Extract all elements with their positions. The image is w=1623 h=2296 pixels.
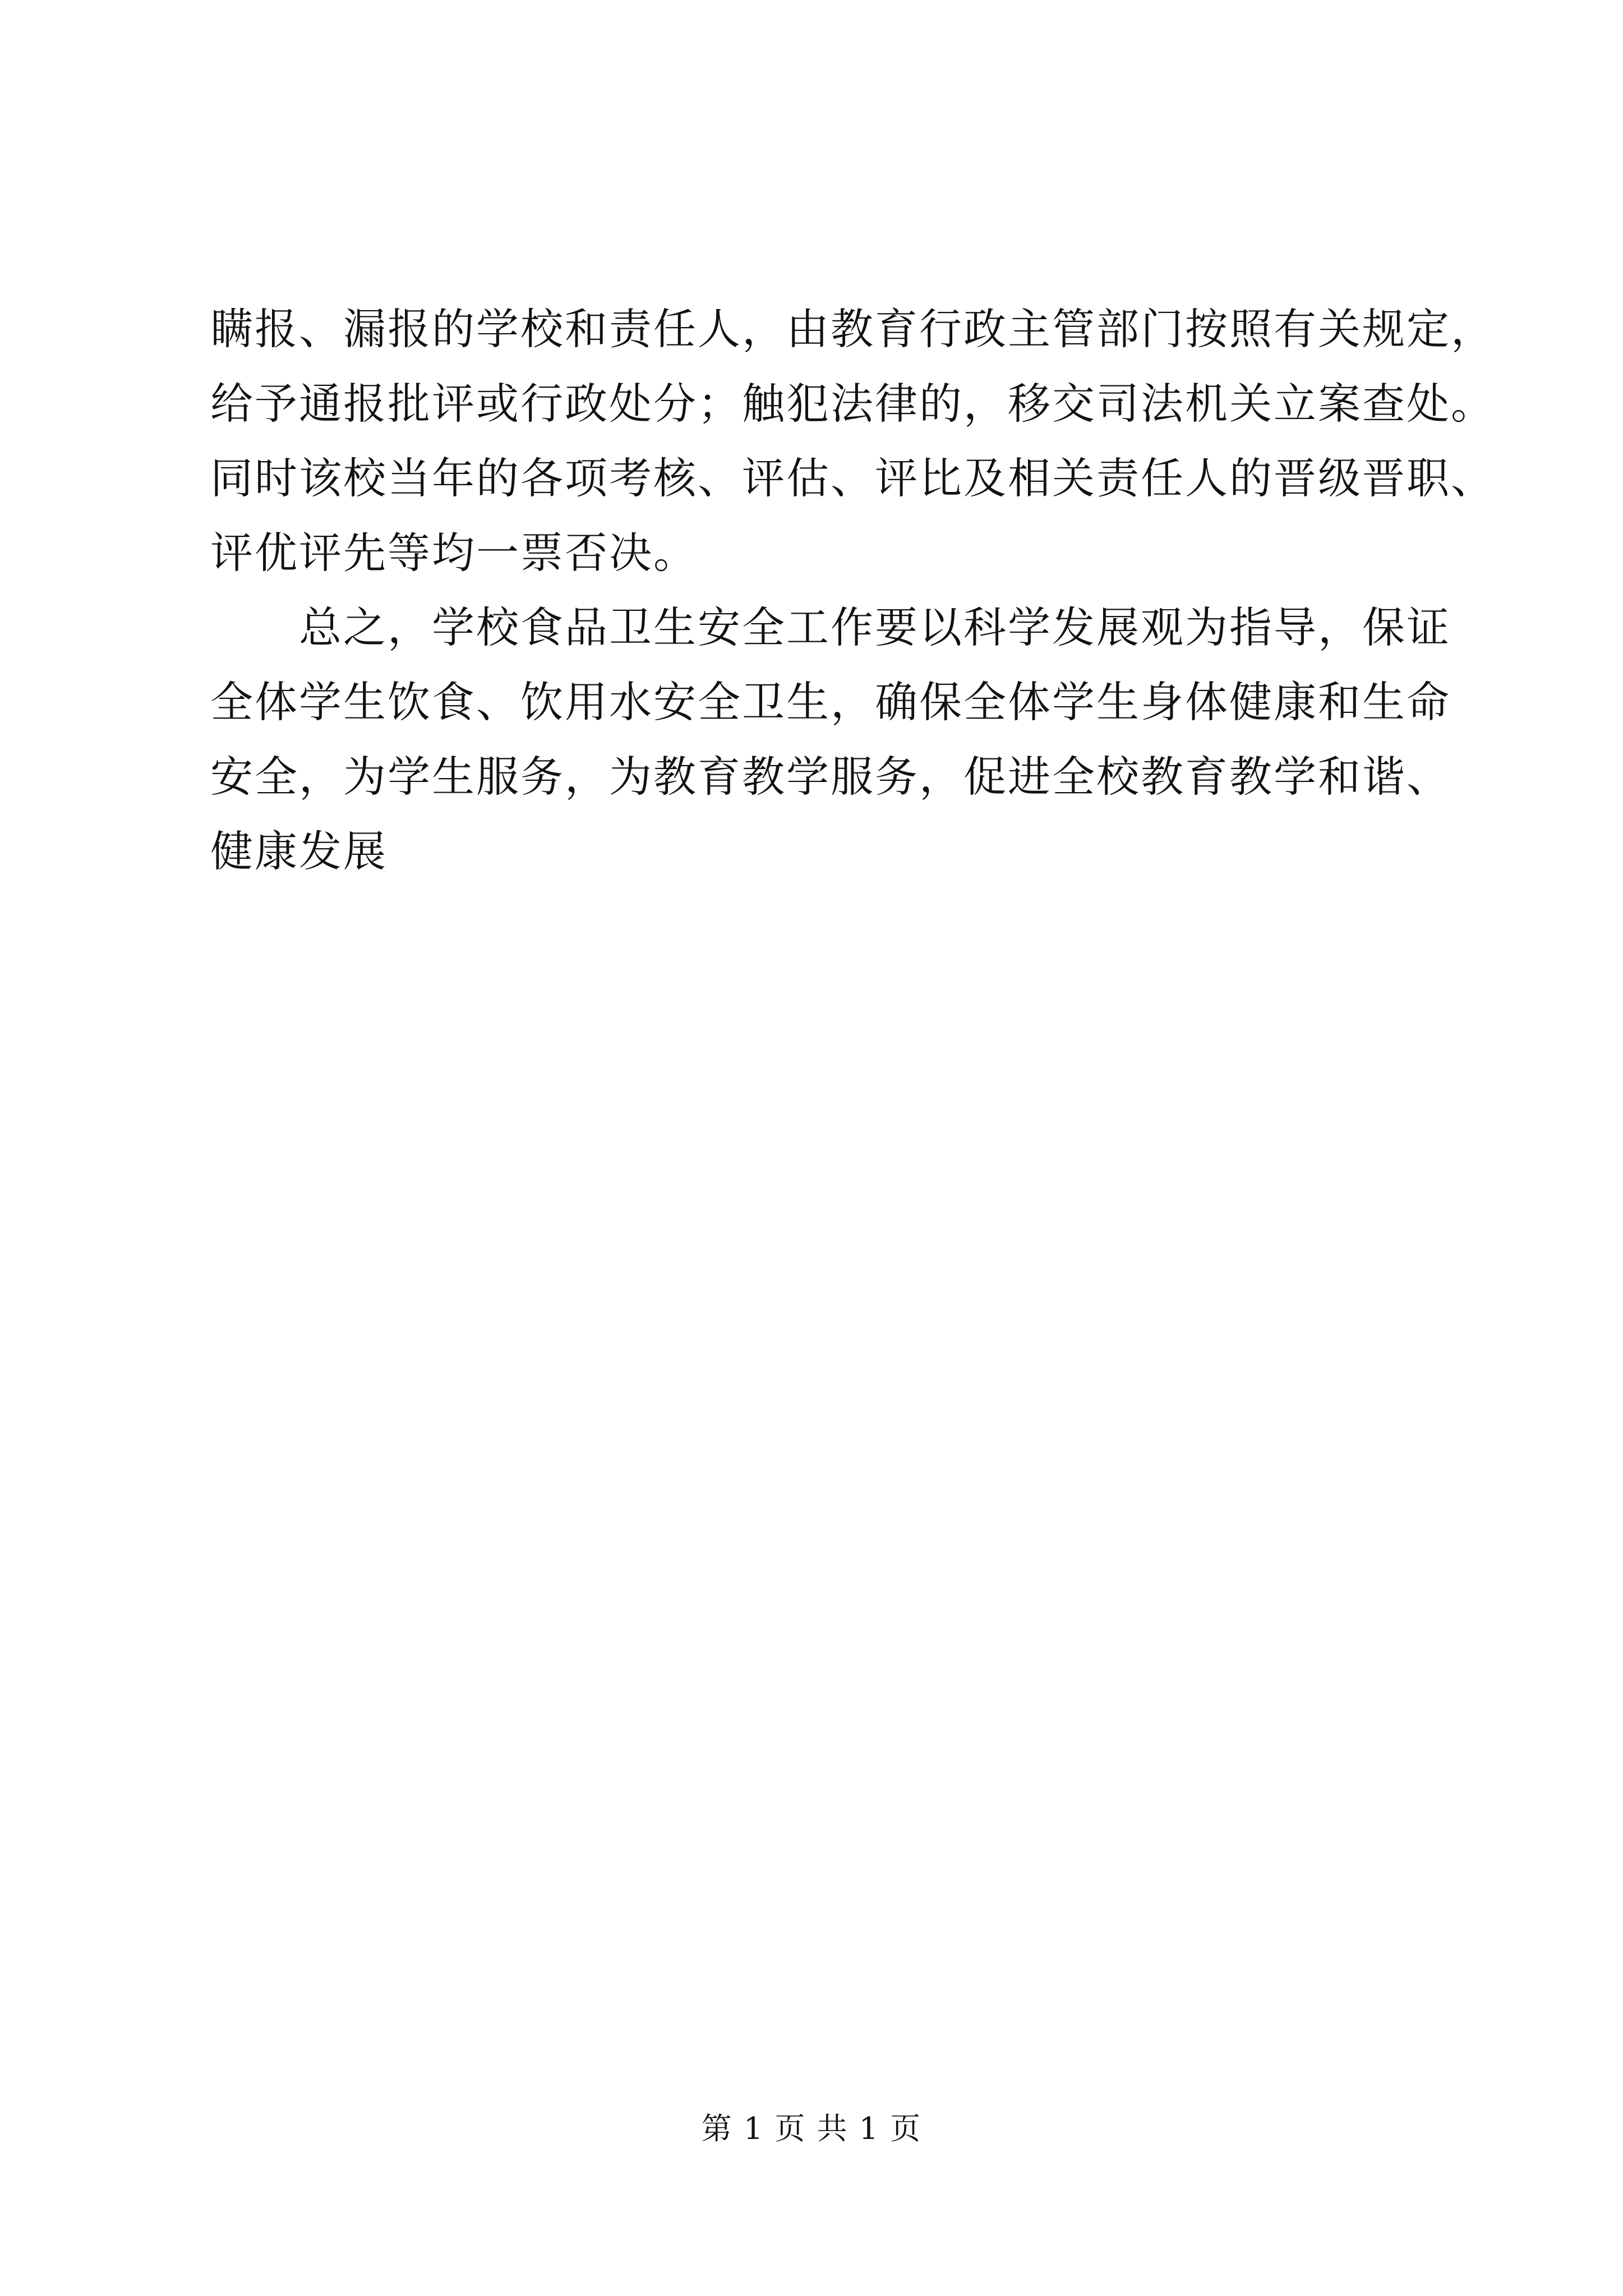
text-line: 安全，为学生服务，为教育教学服务，促进全校教育教学和谐、 bbox=[210, 752, 1451, 802]
text-line: 全体学生饮食、饮用水安全卫生，确保全体学生身体健康和生命 bbox=[210, 677, 1451, 727]
text-line: 瞒报、漏报的学校和责任人，由教育行政主管部门按照有关规定， bbox=[210, 304, 1495, 354]
document-body bbox=[210, 292, 1495, 889]
page-number-footer: 第 1 页 共 1 页 bbox=[701, 2111, 922, 2146]
paragraph-2 bbox=[210, 590, 1451, 889]
text-line: 总之，学校食品卫生安全工作要以科学发展观为指导，保证 bbox=[210, 602, 1451, 652]
text-line: 评优评先等均一票否决。 bbox=[210, 528, 698, 578]
text-line: 健康发展 bbox=[210, 826, 388, 876]
paragraph-1 bbox=[210, 292, 1495, 590]
text-line: 给予通报批评或行政处分；触犯法律的，移交司法机关立案查处。 bbox=[210, 379, 1495, 429]
text-line: 同时该校当年的各项考核、评估、评比及相关责任人的晋级晋职、 bbox=[210, 453, 1495, 503]
